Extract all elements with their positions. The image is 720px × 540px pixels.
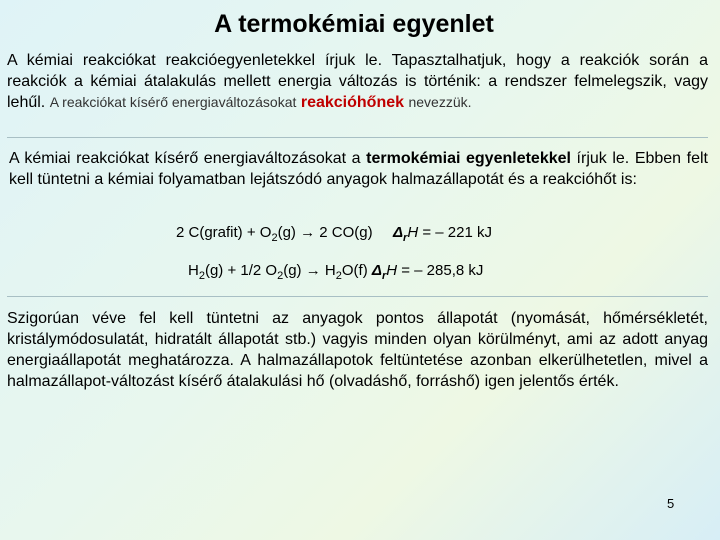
equation-carbon <box>176 224 492 244</box>
intro-small-end: nevezzük. <box>408 94 472 110</box>
eq2-product-h: H <box>324 262 336 279</box>
eq2-delta-symbol: Δ <box>371 262 382 279</box>
eq2-delta-subscript: r <box>381 270 387 282</box>
divider-top <box>7 137 708 138</box>
eq2-reactants: (g) + 1/2 O <box>204 262 278 279</box>
eq1-state: (g) <box>277 224 296 241</box>
page-title: A termokémiai egyenlet <box>214 10 494 38</box>
eq2-product-subscript: 2 <box>335 270 342 282</box>
eq2-h-subscript: 2 <box>198 270 205 282</box>
intro-paragraph <box>7 50 708 113</box>
eq2-o2-subscript: 2 <box>277 270 284 282</box>
eq2-state: (g) <box>283 262 302 279</box>
thermochem-paragraph <box>9 148 708 190</box>
eq1-product: 2 CO(g) <box>319 224 373 241</box>
thermochem-post: írjuk le. Ebben felt kell tüntetni a kémiai folyamatban lejátszódó anyagok halmazállapotát és a reakcióhőt is: <box>9 150 708 188</box>
eq1-delta-symbol: Δ <box>392 224 404 241</box>
eq1-enthalpy-symbol: H <box>407 224 419 241</box>
eq2-value: = – 285,8 kJ <box>401 262 484 279</box>
eq1-delta-subscript: r <box>403 232 408 244</box>
eq2-product-rest: O(f) <box>341 262 368 279</box>
equation-hydrogen <box>188 262 483 282</box>
reaction-heat-term: reakcióhőnek <box>300 94 405 111</box>
eq2-arrow-icon: → <box>305 262 321 279</box>
eq2-h: H <box>188 262 199 279</box>
state-paragraph: Szigorúan véve fel kell tüntetni az anyagok pontos állapotát (nyomását, hőmérsékletét, kristálymódosulatát, hidratált állapotát stb.) vagyis minden olyan körülményt, ami az adott anyag energiaállapotát meghatározza. A halmazállapotok feltüntetése azonban elkerülhetetlen, mivel a halmazállapot-változást kísérő átalakulási hő (olvadáshő, forráshő) igen jelentős érték. <box>7 310 708 390</box>
page-number: 5 <box>667 496 675 511</box>
intro-main-text: A kémiai reakciókat reakcióegyenletekkel írjuk le. Tapasztalhatjuk, hogy a reakciók során a reakciók a kémiai átalakulás mellett energia változás is történik: a rendszer felmelegszik, vagy lehűl. <box>7 52 708 111</box>
eq1-value: = – 221 kJ <box>422 224 492 241</box>
eq1-reactants: 2 C(grafit) + O <box>176 224 272 241</box>
intro-small-text: A reakciókat kísérő energiaváltozásokat <box>49 94 297 110</box>
eq1-arrow-icon: → <box>300 224 316 241</box>
eq2-enthalpy-symbol: H <box>386 262 398 279</box>
thermochem-pre: A kémiai reakciókat kísérő energiaváltozásokat a <box>9 150 361 167</box>
divider-bottom <box>7 296 708 297</box>
eq1-o2-subscript: 2 <box>271 232 278 244</box>
thermochem-bold-term: termokémiai egyenletekkel <box>366 150 571 167</box>
